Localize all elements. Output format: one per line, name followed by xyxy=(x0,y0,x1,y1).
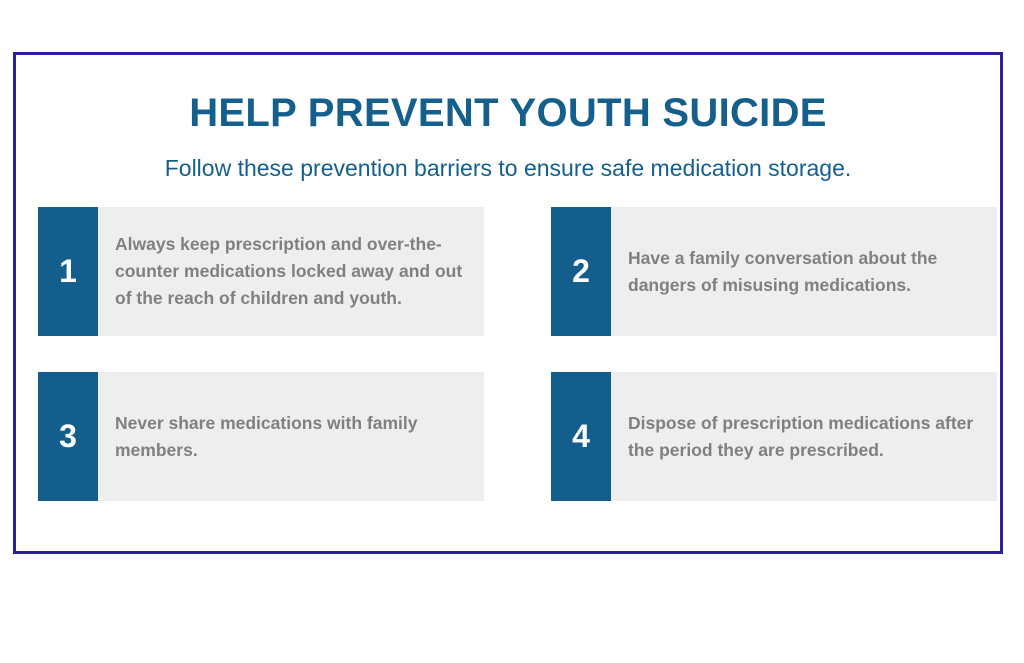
infographic-frame xyxy=(13,52,1003,554)
step-card-4 xyxy=(551,372,997,501)
step-number-1: 1 xyxy=(38,207,98,336)
step-number-2: 2 xyxy=(551,207,611,336)
step-card-2 xyxy=(551,207,997,336)
page-title: HELP PREVENT YOUTH SUICIDE xyxy=(189,91,827,135)
step-text-1: Always keep prescription and over-the-counter medications locked away and out of the reach of children and youth. xyxy=(115,234,463,308)
step-card-1 xyxy=(38,207,484,336)
step-number-3: 3 xyxy=(38,372,98,501)
step-number-4: 4 xyxy=(551,372,611,501)
step-text-2: Have a family conversation about the dangers of misusing medications. xyxy=(628,247,938,295)
step-text-4: Dispose of prescription medications after the period they are prescribed. xyxy=(628,412,974,460)
step-text-3: Never share medications with family members. xyxy=(115,412,418,460)
step-card-3 xyxy=(38,372,484,501)
page-subtitle: Follow these prevention barriers to ensure safe medication storage. xyxy=(164,155,852,181)
